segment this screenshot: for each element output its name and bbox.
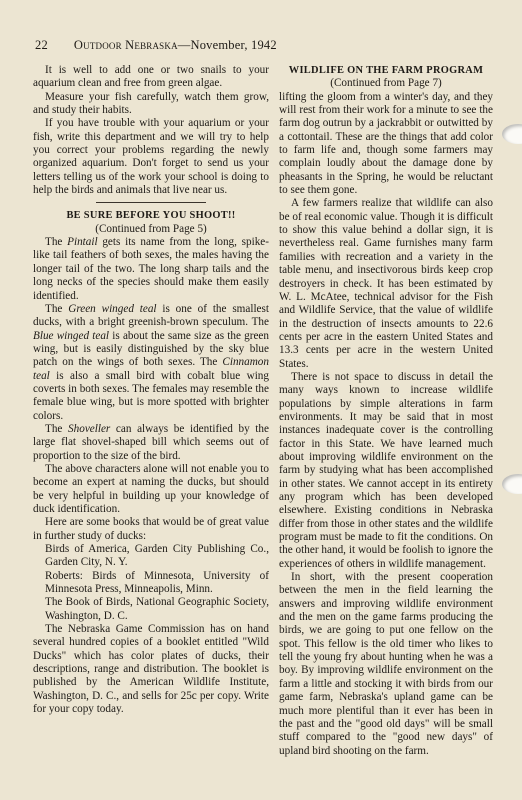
continued-note: (Continued from Page 7): [330, 77, 442, 90]
issue-date: —November, 1942: [177, 38, 277, 52]
article-paragraph: The Nebraska Game Commission has on hand several hundred copies of a booklet entitled "Wild Ducks" which has color plates of ducks, their descriptions, range and distribution. The booklet is published by the American Wildlife Institute, Washington, D. C., and sells for 25c per copy. Write for your copy today.: [33, 623, 269, 716]
punch-hole: [502, 124, 522, 144]
article-paragraph: Here are some books that would be of great value in further study of ducks:: [33, 516, 269, 542]
article-paragraph: A few farmers realize that wildlife can also be of real economic value. Though it is difficult to show this value behind a dollar sign, it is nevertheless real. Game furnishes many farm families with recreation and a variety in the table menu, and insectivorous birds keep crop destroyers in check. It has been estimated by W. L. McAtee, technical advisor for the Fish and Wildlife Service, that the value of wildlife in the destruction of insects amounts to 22.6 cents per acre in the eastern United States and 13.3 cents per acre in the western United States.: [279, 197, 493, 370]
article-paragraph: In short, with the present cooperation between the men in the field learning the answers and improving wildlife environment and the men on the game farms producing the birds, we are going to put one fellow on the spot. This fellow is the old timer who likes to tell the young fry about hunting when he was a boy. By improving wildlife environment on the farm a little and stocking it with birds from our game farm, Nebraska's upland game can be much more plentiful than it ever has been in the past and the "good old days" will be small stuff compared to the "good new days" of upland bird shooting on the farm.: [279, 571, 493, 757]
article-paragraph: The Pintail gets its name from the long, spike-like tail feathers of both sexes, the males having the longer tail of the two. The long sharp tails and the long necks of the species should make them easily identified.: [33, 236, 269, 302]
right-column: [279, 64, 493, 758]
article-title: BE SURE BEFORE YOU SHOOT!!: [66, 210, 236, 222]
article-paragraph: lifting the gloom from a winter's day, and they will rest from their work for a minute to see the farm dog outrun by a jackrabbit or outwitted by a cottontail. These are the things that add color to farm life and, though some farmers may complain loudly about the damage done by pheasants in the Spring, he would be reluctant to see them gone.: [279, 90, 493, 197]
species-name: Cinnamon teal: [33, 356, 269, 382]
magazine-title: Outdoor Nebraska: [73, 38, 178, 52]
article-title: WILDLIFE ON THE FARM PROGRAM: [288, 65, 484, 76]
book-reference: Birds of America, Garden City Publishing Co., Garden City, N. Y.: [45, 543, 269, 569]
article-paragraph: There is not space to discuss in detail the many ways known to increase wildlife populations by simple alterations in farm environments. It may be said that in most instances inadequate cover is the controlling factor in this State. We have learned much about improving wildlife environment on the farm by studying what has been accomplished in other states. We cannot accept in its entirety any program which has been developed elsewhere. Existing conditions in Nebraska differ from those in other states and the wildlife program must be made to fit the conditions. On the other hand, it would be foolish to ignore the experiences of others in wildlife management.: [279, 370, 493, 570]
section-divider: [96, 202, 206, 203]
species-name: Pintail: [67, 236, 98, 249]
intro-paragraph: Measure your fish carefully, watch them grow, and study their habits.: [33, 90, 269, 117]
article-paragraph: The above characters alone will not enable you to become an expert at naming the ducks, but should be very helpful in building up your knowledge of duck identification.: [33, 462, 269, 515]
continued-note: (Continued from Page 5): [95, 222, 207, 235]
punch-hole: [502, 474, 522, 494]
page-header: [35, 38, 435, 53]
book-reference: The Book of Birds, National Geographic Society, Washington, D. C.: [45, 596, 269, 622]
page-number: 22: [35, 38, 48, 52]
intro-paragraph: If you have trouble with your aquarium or your fish, write this department and we will try to help you correct your problems regarding the newly organized aquarium. Don't forget to send us your letters telling us of the work your school is doing to help the birds and animals that live near us.: [33, 117, 269, 197]
intro-paragraph: It is well to add one or two snails to your aquarium clean and free from green algae.: [33, 64, 269, 90]
book-reference: Roberts: Birds of Minnesota, University of Minnesota Press, Minneapolis, Minn.: [45, 569, 269, 596]
species-name: Blue winged teal: [33, 329, 110, 342]
species-name: Shoveller: [68, 422, 111, 435]
left-column: [33, 64, 269, 717]
article-paragraph: The Green winged teal is one of the smallest ducks, with a bright greenish-brown speculum. The Blue winged teal is about the same size as the green wing, but is easily distinguished by the sky blue patch on the wings of both sexes. The Cinnamon teal is also a small bird with cobalt blue wing coverts in both sexes. The females may resemble the female blue wing, but is more spotted with brighter colors.: [33, 302, 269, 422]
species-name: Green winged teal: [68, 302, 157, 315]
article-paragraph: The Shoveller can always be identified by the large flat shovel-shaped bill which seems out of proportion to the size of the bird.: [33, 422, 269, 462]
